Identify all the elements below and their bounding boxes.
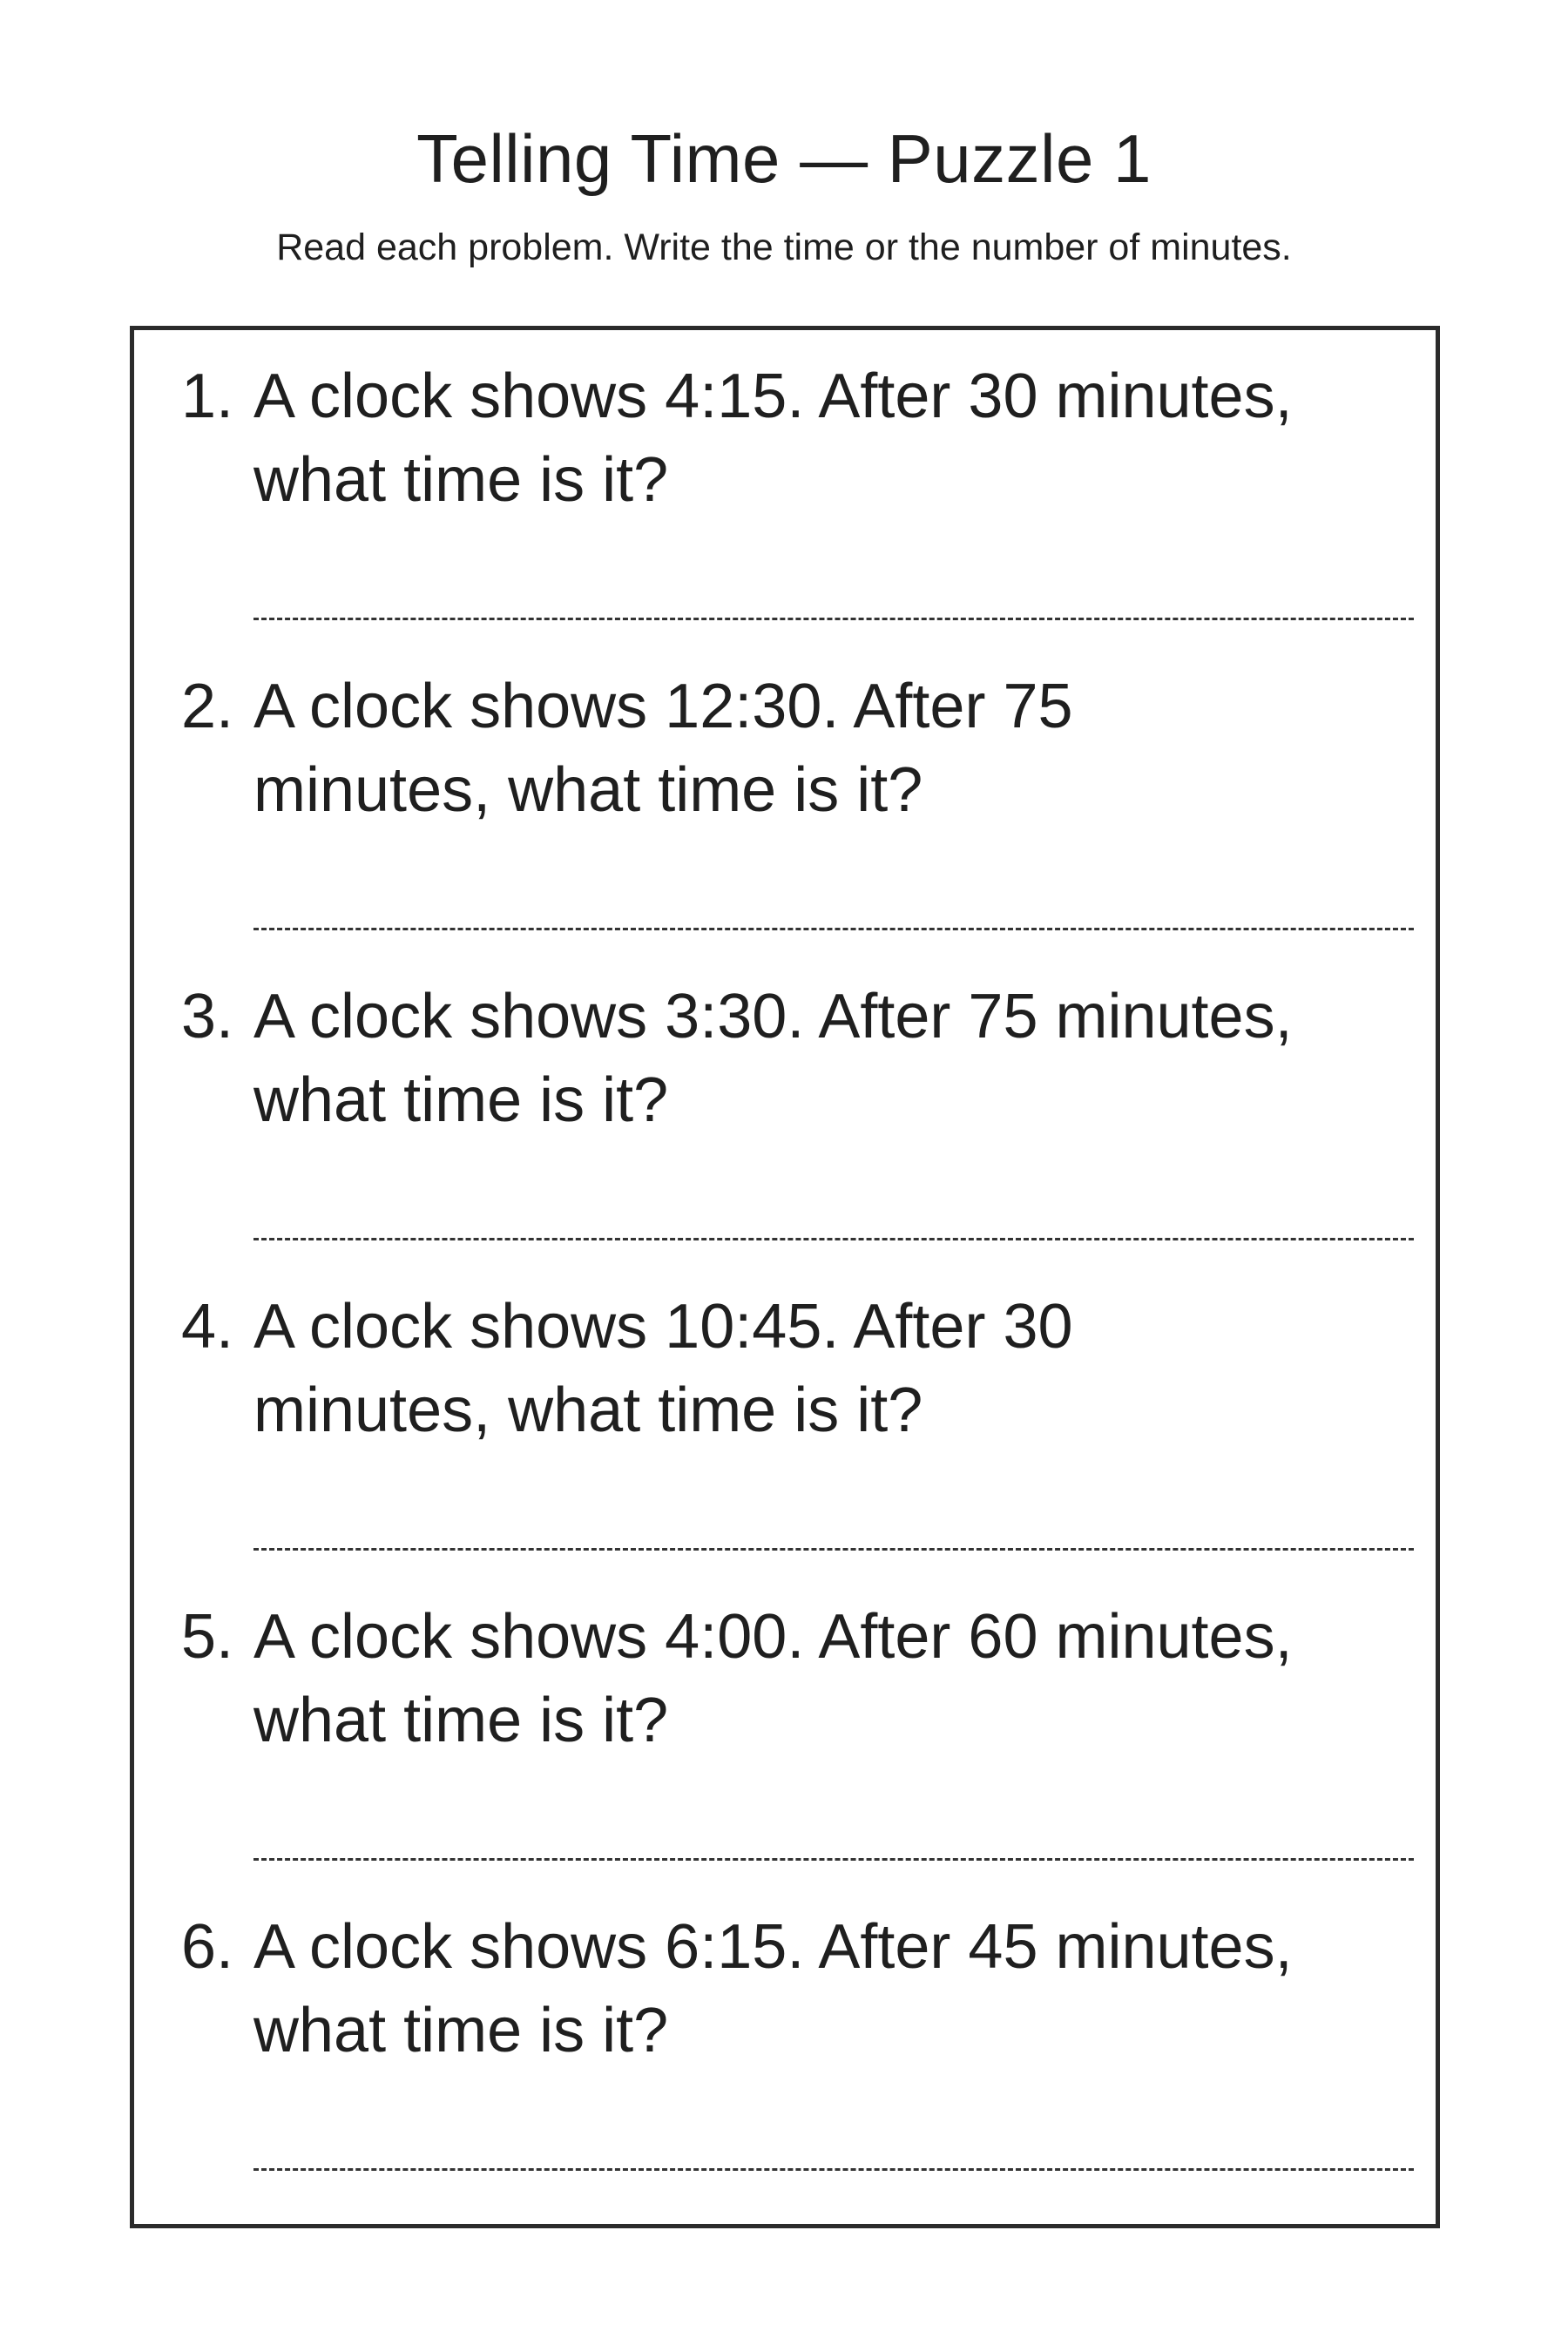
answer-line[interactable] bbox=[253, 1548, 1414, 1551]
problem-number: 3. bbox=[180, 982, 233, 1051]
problem-3 bbox=[134, 950, 1436, 1255]
problem-number: 2. bbox=[180, 672, 233, 741]
problem-number: 5. bbox=[180, 1602, 233, 1672]
problem-number: 4. bbox=[180, 1292, 233, 1362]
problem-text: A clock shows 10:45. After 30 minutes, what time is it? bbox=[253, 1292, 1073, 1445]
problem-text: A clock shows 4:15. After 30 minutes, what time is it? bbox=[253, 362, 1293, 515]
problem-4 bbox=[134, 1260, 1436, 1565]
answer-line[interactable] bbox=[253, 1238, 1414, 1240]
worksheet-instructions: Read each problem. Write the time or the number of minutes. bbox=[276, 226, 1292, 268]
problem-6 bbox=[134, 1881, 1436, 2186]
problem-text: A clock shows 12:30. After 75 minutes, what time is it? bbox=[253, 672, 1073, 825]
problem-text: A clock shows 3:30. After 75 minutes, what time is it? bbox=[253, 982, 1293, 1135]
worksheet-title: Telling Time — Puzzle 1 bbox=[416, 120, 1152, 197]
problem-box bbox=[130, 326, 1440, 2228]
problem-number: 6. bbox=[180, 1912, 233, 1982]
problem-number: 1. bbox=[180, 362, 233, 431]
answer-line[interactable] bbox=[253, 1858, 1414, 1861]
answer-line[interactable] bbox=[253, 618, 1414, 620]
problem-2 bbox=[134, 640, 1436, 945]
problem-1 bbox=[134, 330, 1436, 635]
problem-5 bbox=[134, 1571, 1436, 1876]
problem-text: A clock shows 6:15. After 45 minutes, what time is it? bbox=[253, 1912, 1293, 2065]
problem-text: A clock shows 4:00. After 60 minutes, what time is it? bbox=[253, 1602, 1293, 1755]
answer-line[interactable] bbox=[253, 2168, 1414, 2171]
answer-line[interactable] bbox=[253, 928, 1414, 930]
